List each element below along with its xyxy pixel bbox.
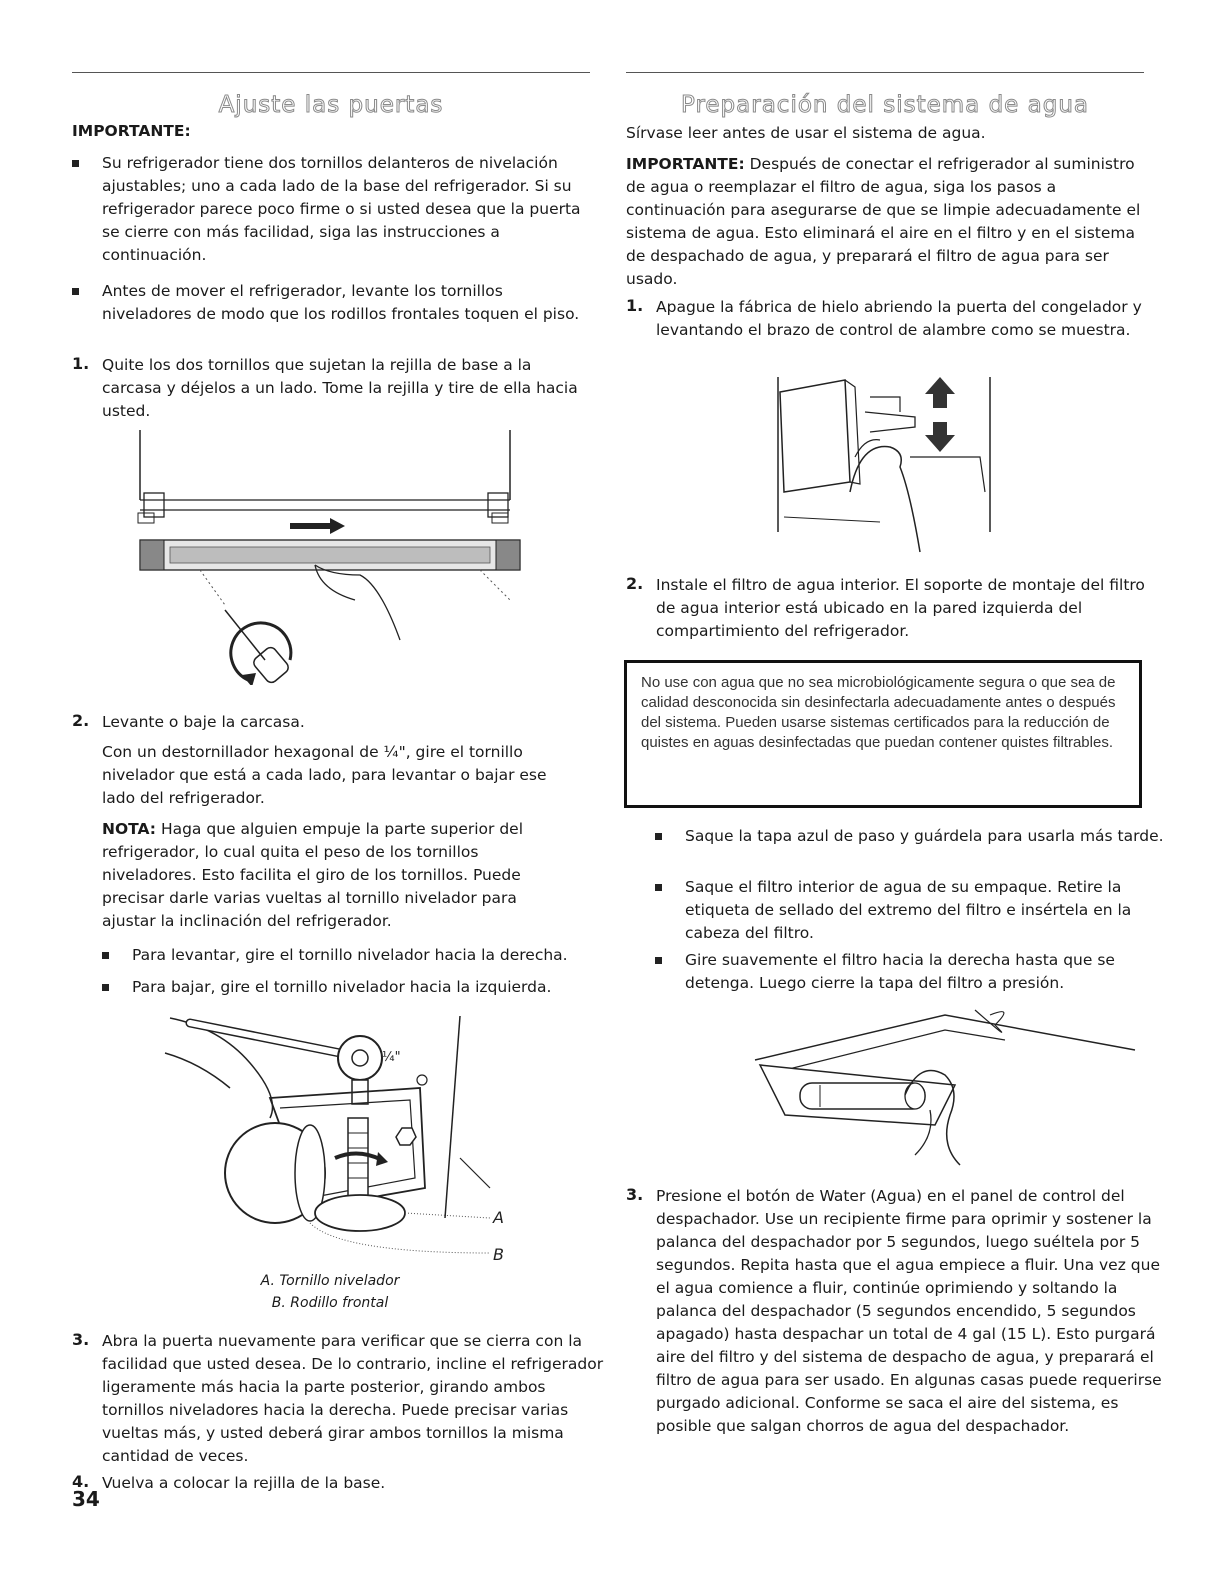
left-heading: Ajuste las puertas (218, 92, 444, 118)
leveling-screw-illustration (160, 1008, 560, 1270)
left-note-label: NOTA: (102, 820, 157, 838)
right-bullet-1: Saque la tapa azul de paso y guárdela para usarla más tarde. (655, 825, 1165, 848)
right-intro: Sírvase leer antes de usar el sistema de agua. (626, 124, 986, 142)
right-step-3-number: 3. (626, 1185, 644, 1204)
right-heading: Preparación del sistema de agua (680, 92, 1090, 118)
size-label: ¼" (382, 1050, 401, 1065)
right-step-1-number: 1. (626, 296, 644, 315)
left-sub-bullet-2: Para bajar, gire el tornillo nivelador hacia la izquierda. (102, 976, 622, 999)
left-step-3-number: 3. (72, 1330, 90, 1349)
left-step-3-text: Abra la puerta nuevamente para verificar que se cierra con la facilidad que usted desea. De lo contrario, incline el refrigerador ligeramente más hacia la parte posterior, girando ambos tornillos niveladores hacia la derecha. Puede precisar varias vueltas más, y usted deberá girar ambos tornillos la misma cantidad de veces. (102, 1332, 604, 1465)
left-important-label: IMPORTANTE: (72, 122, 191, 140)
right-step-3-text: Presione el botón de Water (Agua) en el panel de control del despachador. Use un recipiente firme para oprimir y sostener la palanca del despachador por 5 segundos, luego suéltela por 5 segundos. Repita hasta que el agua empiece a fluir. Una vez que el agua comience a fluir, continúe oprimiendo y soltando la palanca del despachador (5 segundos encendido, 5 segundos apagado) hasta despachar un total de 4 gal (15 L). Esto purgará aire del filtro y del sistema de despacho de agua, y preparará el filtro de agua para ser usado. En algunas casas puede requerirse purgado adicional. Conforme se saca el aire del sistema, es posible que salgan chorros de agua del despachador. (656, 1187, 1162, 1435)
ice-maker-illustration (770, 372, 1000, 572)
left-step-3 (72, 1330, 612, 1468)
right-bullet-2: Saque el filtro interior de agua de su empaque. Retire la etiqueta de sellado del extremo del filtro e insértela en la cabeza del filtro. (655, 876, 1165, 945)
right-top-rule (626, 72, 1144, 73)
left-step-1-text: Quite los dos tornillos que sujetan la rejilla de base a la carcasa y déjelos a un lado. Tome la rejilla y tire de ella hacia usted. (102, 356, 578, 420)
left-bullet-1: Su refrigerador tiene dos tornillos delanteros de nivelación ajustables; uno a cada lado de la base del refrigerador. Si su refrigerador parece poco firme o si usted desea que la puerta se cierre con más facilidad, siga las instrucciones a continuación. (72, 152, 592, 267)
right-step-1-text: Apague la fábrica de hielo abriendo la puerta del congelador y levantando el brazo de control de alambre como se muestra. (656, 298, 1142, 339)
right-important-label: IMPORTANTE: (626, 155, 745, 173)
left-step-4 (72, 1472, 612, 1495)
right-important-text: Después de conectar el refrigerador al suministro de agua o reemplazar el filtro de agua, siga los pasos a continuación para asegurarse de que se limpie adecuadamente el sistema de agua. Esto eliminará el aire en el filtro y en el sistema de despachado de agua, y preparará el filtro de agua para ser usado. (626, 155, 1141, 288)
left-sub-bullet-1: Para levantar, gire el tornillo nivelador hacia la derecha. (102, 944, 622, 967)
left-top-rule (72, 72, 590, 73)
label-b: B (493, 1245, 504, 1264)
label-a: A (493, 1208, 504, 1227)
left-note-text: Haga que alguien empuje la parte superior del refrigerador, lo cual quita el peso de los tornillos niveladores. Esto facilita el giro de los tornillos. Puede precisar darle varias vueltas al tornillo nivelador para ajustar la inclinación del refrigerador. (102, 820, 524, 930)
right-step-2-text: Instale el filtro de agua interior. El soporte de montaje del filtro de agua interior está ubicado en la pared izquierda del compartimiento del refrigerador. (656, 576, 1145, 640)
right-step-3 (626, 1185, 1166, 1438)
left-bullet-2: Antes de mover el refrigerador, levante los tornillos niveladores de modo que los rodillos frontales toquen el piso. (72, 280, 592, 326)
left-step-2-number: 2. (72, 711, 90, 730)
left-step-2-text: Levante o baje la carcasa. (102, 713, 305, 731)
left-note (102, 818, 572, 933)
water-filter-illustration (745, 1005, 1145, 1180)
left-step-4-text: Vuelva a colocar la rejilla de la base. (102, 1474, 386, 1492)
left-step-2 (72, 711, 592, 734)
right-step-2-number: 2. (626, 574, 644, 593)
right-bullet-3: Gire suavemente el filtro hacia la derecha hasta que se detenga. Luego cierre la tapa del filtro a presión. (655, 949, 1165, 995)
caption-b: B. Rodillo frontal (271, 1295, 389, 1311)
right-step-1 (626, 296, 1156, 342)
right-step-2 (626, 574, 1166, 643)
warning-box: No use con agua que no sea microbiológicamente segura o que sea de calidad desconocida sin desinfectarla adecuadamente antes o después del sistema. Pueden usarse sistemas certificados para la reducción de quistes en aguas desinfectadas que puedan contener quistes filtrables. (624, 660, 1142, 808)
page-number: 34 (72, 1487, 100, 1511)
caption-a: A. Tornillo nivelador (260, 1273, 400, 1289)
base-grille-illustration (130, 425, 550, 685)
right-important (626, 153, 1146, 291)
left-step-4-number: 4. (72, 1472, 90, 1491)
left-step-1 (72, 354, 592, 423)
left-step-1-number: 1. (72, 354, 90, 373)
left-step-2-detail: Con un destornillador hexagonal de ¼", gire el tornillo nivelador que está a cada lado, para levantar o bajar ese lado del refrigerador. (102, 743, 547, 807)
